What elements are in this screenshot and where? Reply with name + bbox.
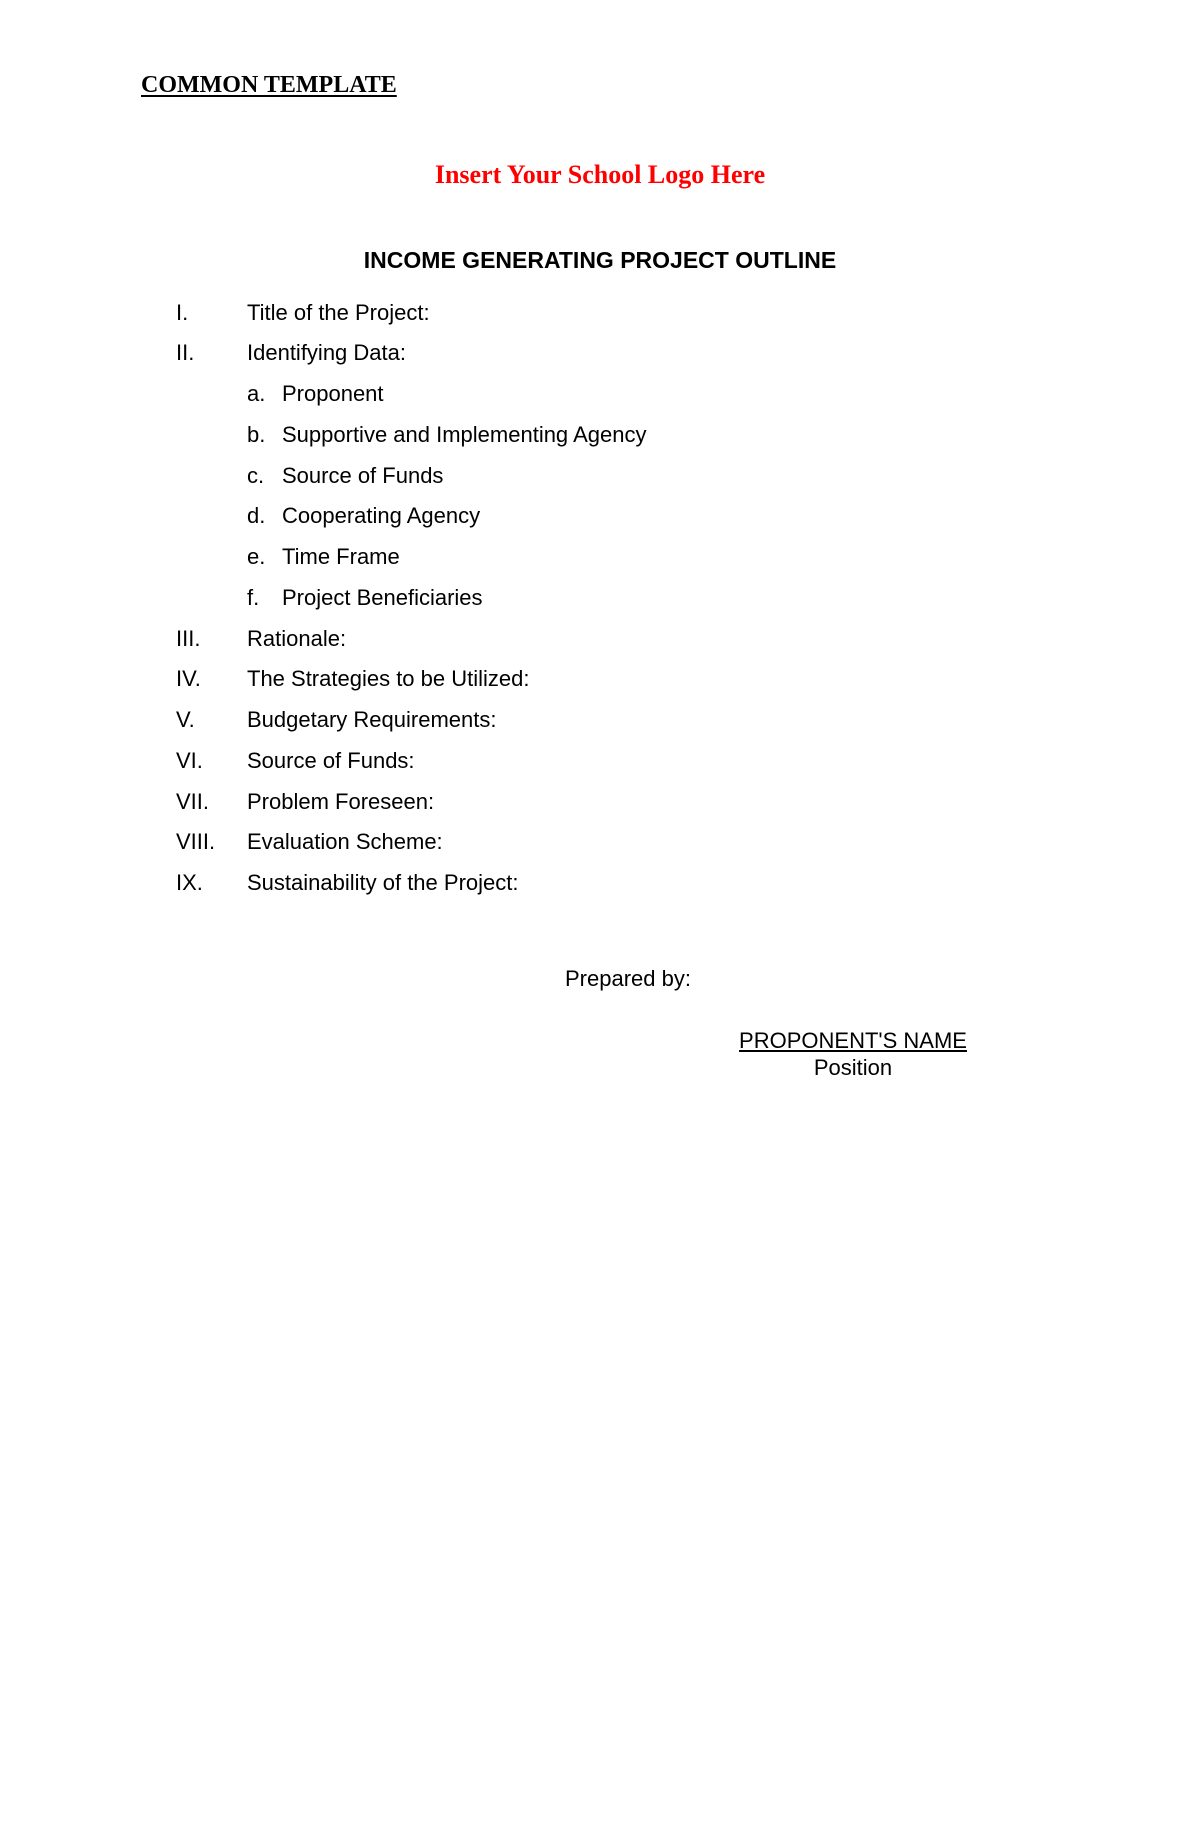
outline-item-label: Title of the Project:: [247, 300, 430, 325]
outline-subitem: [0, 503, 1200, 531]
outline-subitem-letter: b.: [247, 422, 266, 447]
outline-item-number: VIII.: [176, 829, 216, 854]
outline-item: [0, 707, 1200, 735]
outline-item-label: Identifying Data:: [247, 340, 406, 365]
outline-subitem-label: Supportive and Implementing Agency: [282, 422, 647, 447]
outline-item-label: Problem Foreseen:: [247, 789, 435, 814]
outline-item: [0, 829, 1200, 857]
outline-item: [0, 748, 1200, 776]
outline-item-number: VI.: [176, 748, 203, 773]
outline-item-label: Budgetary Requirements:: [247, 707, 497, 732]
school-logo-placeholder: Insert Your School Logo Here: [434, 160, 766, 189]
outline-subitem-label: Source of Funds: [282, 463, 444, 488]
outline-subitem: [0, 422, 1200, 450]
outline-subitem-label: Proponent: [282, 381, 384, 406]
outline-item-label: Source of Funds:: [247, 748, 415, 773]
outline-subitem-letter: f.: [247, 585, 260, 610]
outline-item-label: Evaluation Scheme:: [247, 829, 443, 854]
outline-item-number: III.: [176, 626, 201, 651]
outline-item: [0, 340, 1200, 368]
outline-item: [0, 626, 1200, 654]
outline-subitem: [0, 463, 1200, 491]
outline-item-label: Sustainability of the Project:: [247, 870, 519, 895]
outline-item: [0, 789, 1200, 817]
outline-subitem-label: Time Frame: [282, 544, 400, 569]
outline-subitem-letter: a.: [247, 381, 266, 406]
outline-item-number: IV.: [176, 666, 201, 691]
outline-subitem: [0, 544, 1200, 572]
outline-item-number: IX.: [176, 870, 203, 895]
template-label: COMMON TEMPLATE: [141, 72, 397, 98]
outline-subitem: [0, 381, 1200, 409]
prepared-by-label: Prepared by:: [565, 966, 691, 991]
outline-item-number: VII.: [176, 789, 210, 814]
outline-subitem-letter: e.: [247, 544, 266, 569]
outline-subitem-letter: c.: [247, 463, 265, 488]
outline-item: [0, 870, 1200, 898]
outline-subitem-letter: d.: [247, 503, 266, 528]
proponent-name: PROPONENT'S NAME: [739, 1028, 967, 1053]
signature-block: [700, 1027, 1006, 1081]
outline-item-label: The Strategies to be Utilized:: [247, 666, 530, 691]
outline-subitem-label: Cooperating Agency: [282, 503, 481, 528]
outline-subitem: [0, 585, 1200, 613]
document-title: INCOME GENERATING PROJECT OUTLINE: [363, 247, 837, 273]
outline-item: [0, 300, 1200, 328]
outline-item-label: Rationale:: [247, 626, 347, 651]
outline-subitem-label: Project Beneficiaries: [282, 585, 483, 610]
outline-item: [0, 666, 1200, 694]
outline-item-number: V.: [176, 707, 195, 732]
proponent-position: Position: [813, 1055, 893, 1080]
outline-item-number: II.: [176, 340, 195, 365]
outline-item-number: I.: [176, 300, 189, 325]
